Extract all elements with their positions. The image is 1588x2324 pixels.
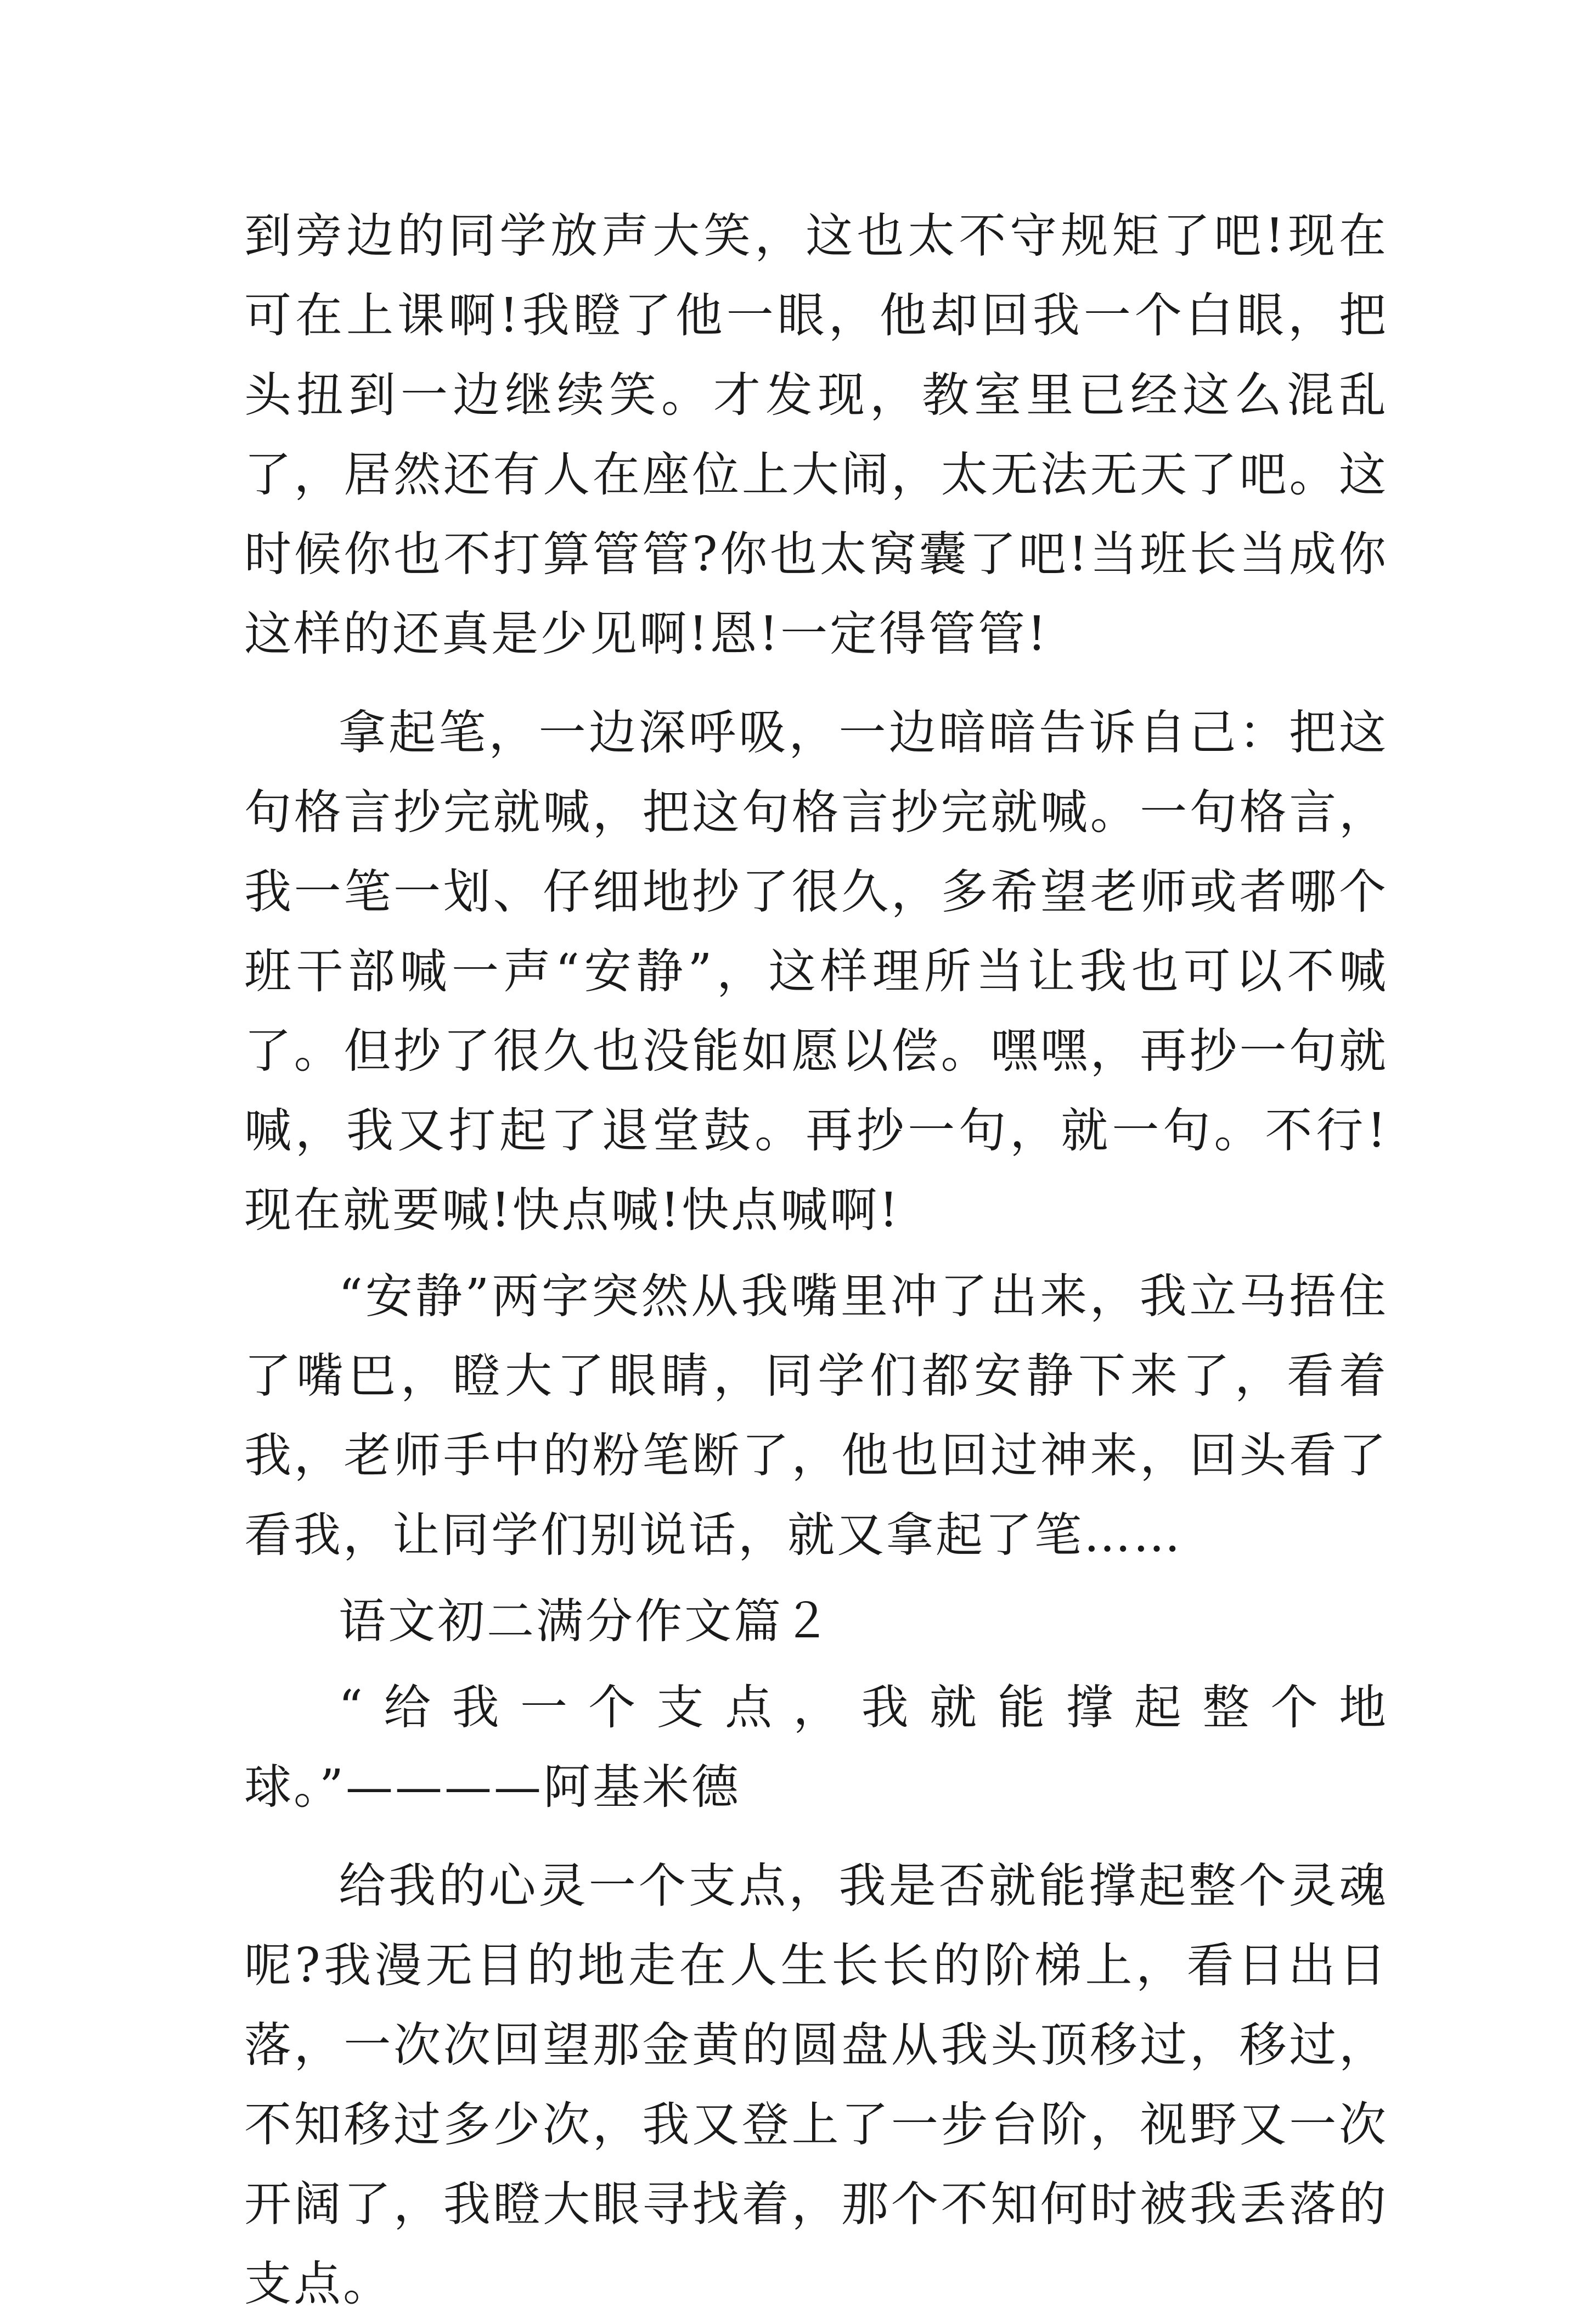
paragraph-quote: “给我一个支点，我就能撑起整个地球。”————阿基米德 (244, 1680, 1388, 1815)
paragraph-fulcrum: 给我的心灵一个支点，我是否就能撑起整个灵魂呢?我漫无目的地走在人生长长的阶梯上，看日出日落，一次次回望那金黄的圆盘从我头顶移过，移过，不知移过多少次，我又登上了一步台阶，视野又一次开阔了，我瞪大眼寻找着，那个不知何时被我丢落的支点。 (244, 1859, 1388, 2311)
document-body (244, 197, 1388, 2324)
paragraph-quiet: “安静”两字突然从我嘴里冲了出来，我立马捂住了嘴巴，瞪大了眼睛，同学们都安静下来了，看着我，老师手中的粉笔断了，他也回过神来，回头看了看我，让同学们别说话，就又拿起了笔…… (244, 1269, 1388, 1563)
paragraph-continuation: 到旁边的同学放声大笑，这也太不守规矩了吧!现在可在上课啊!我瞪了他一眼，他却回我一个白眼，把头扭到一边继续笑。才发现，教室里已经这么混乱了，居然还有人在座位上大闹，太无法无天了吧。这时候你也不打算管管?你也太窝囊了吧!当班长当成你这样的还真是少见啊!恩!一定得管管! (244, 209, 1388, 661)
section-heading: 语文初二满分作文篇２ (339, 1594, 832, 1649)
paragraph-pick-up-pen: 拿起笔，一边深呼吸，一边暗暗告诉自己：把这句格言抄完就喊，把这句格言抄完就喊。一句格言，我一笔一划、仔细地抄了很久，多希望老师或者哪个班干部喊一声“安静”，这样理所当让我也可以不喊了。但抄了很久也没能如愿以偿。嘿嘿，再抄一句就喊，我又打起了退堂鼓。再抄一句，就一句。不行!现在就要喊!快点喊!快点喊啊! (244, 705, 1388, 1238)
